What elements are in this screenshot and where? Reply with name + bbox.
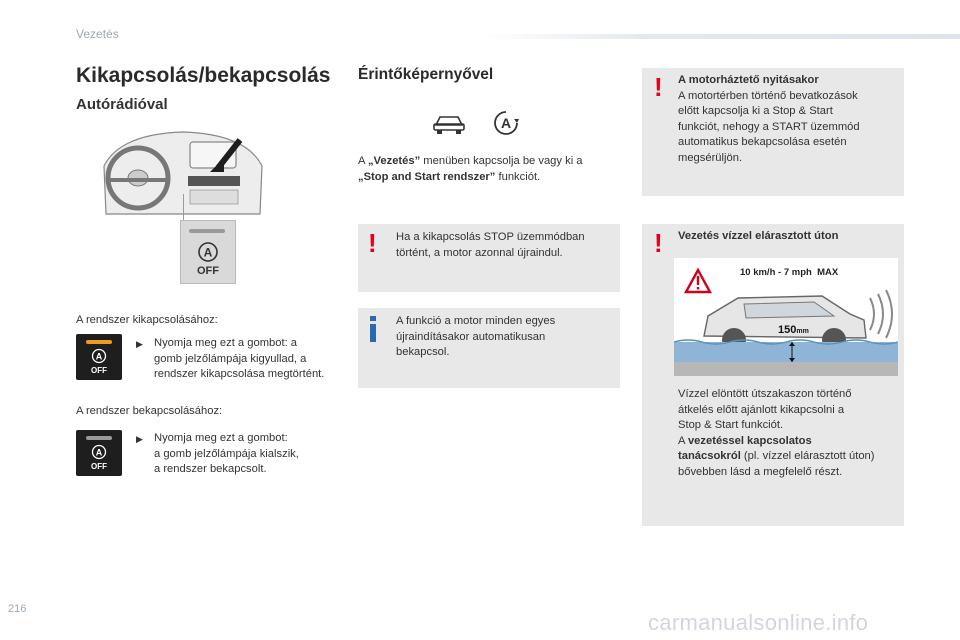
depth-label: 150mm	[778, 324, 809, 336]
auto-a-icon	[91, 444, 107, 460]
touchscreen-paragraph: A „Vezetés” menüben kapcsolja be vagy ki a „Stop and Start rendszer” funkciót.	[358, 155, 583, 183]
header-bar	[480, 34, 960, 39]
deactivate-text: Nyomja meg ezt a gombot: a gomb jelzőlámpája kigyullad, a rendszer kikapcsolása megtörtént.	[154, 337, 325, 380]
svg-text:A: A	[500, 115, 512, 131]
subtitle-radio: Autórádióval	[76, 96, 168, 113]
flood-box	[642, 224, 904, 526]
warning-box	[358, 224, 620, 292]
page-number: 216	[8, 603, 27, 615]
bullet-arrow: ▶	[136, 339, 143, 349]
flood-text: Vízzel elöntött útszakaszon történő átkelés előtt ajánlott kikapcsolni a Stop & Start funkciót. A vezetéssel kapcsolatos tanácsokról (pl. vízzel elárasztott úton) bővebben lásd a megfelelő részt.	[678, 388, 875, 478]
led-indicator-off	[86, 436, 112, 440]
auto-a-icon	[91, 348, 107, 364]
activate-intro: A rendszer bekapcsolásához:	[76, 405, 223, 417]
exclamation-icon: !	[654, 72, 663, 102]
page-title: Kikapcsolás/bekapcsolás	[76, 64, 331, 87]
off-button-on: A OFF	[76, 334, 122, 380]
off-label: OFF	[197, 265, 219, 277]
info-box	[358, 308, 620, 388]
svg-text:A: A	[95, 351, 103, 362]
flood-title: Vezetés vízzel elárasztott úton	[678, 230, 839, 242]
svg-text:A: A	[95, 447, 103, 458]
auto-a-icon	[493, 110, 519, 136]
led-indicator	[189, 229, 225, 233]
info-text: A funkció a motor minden egyes újraindításakor automatikusan bekapcsol.	[396, 315, 556, 358]
info-icon	[370, 324, 376, 342]
car-icon	[432, 113, 466, 135]
flood-illustration	[674, 258, 898, 376]
warning-text: Ha a kikapcsolás STOP üzemmódban történt, a motor azonnal újraindul.	[396, 231, 585, 259]
watermark: carmanualsonline.info	[648, 610, 869, 635]
auto-a-icon	[197, 241, 219, 263]
info-icon-dot	[370, 316, 376, 321]
bonnet-box	[642, 68, 904, 196]
bonnet-text: A motorháztető nyitásakor A motortérben történő bevatkozások előtt kapcsolja ki a Stop & Start funkciót, nehogy a START üzemmód automatikus bekapcsolása esetén megsérüljön.	[678, 74, 860, 164]
touchscreen-title: Érintőképernyővel	[358, 66, 494, 83]
section-title: Vezetés	[76, 27, 119, 41]
bonnet-title: A motorháztető nyitásakor	[678, 74, 819, 86]
callout-line	[183, 194, 184, 220]
led-indicator-on	[86, 340, 112, 344]
exclamation-icon: !	[654, 228, 663, 258]
off-button-large	[180, 220, 236, 284]
speed-label: 10 km/h - 7 mph MAX	[740, 267, 839, 278]
svg-text:A: A	[203, 245, 213, 260]
activate-text: Nyomja meg ezt a gombot: a gomb jelzőlámpája kialszik, a rendszer bekapcsolt.	[154, 432, 299, 475]
deactivate-intro: A rendszer kikapcsolásához:	[76, 314, 218, 326]
off-button-off: A OFF	[76, 430, 122, 476]
bullet-arrow: ▶	[136, 434, 143, 444]
exclamation-icon: !	[368, 228, 377, 258]
